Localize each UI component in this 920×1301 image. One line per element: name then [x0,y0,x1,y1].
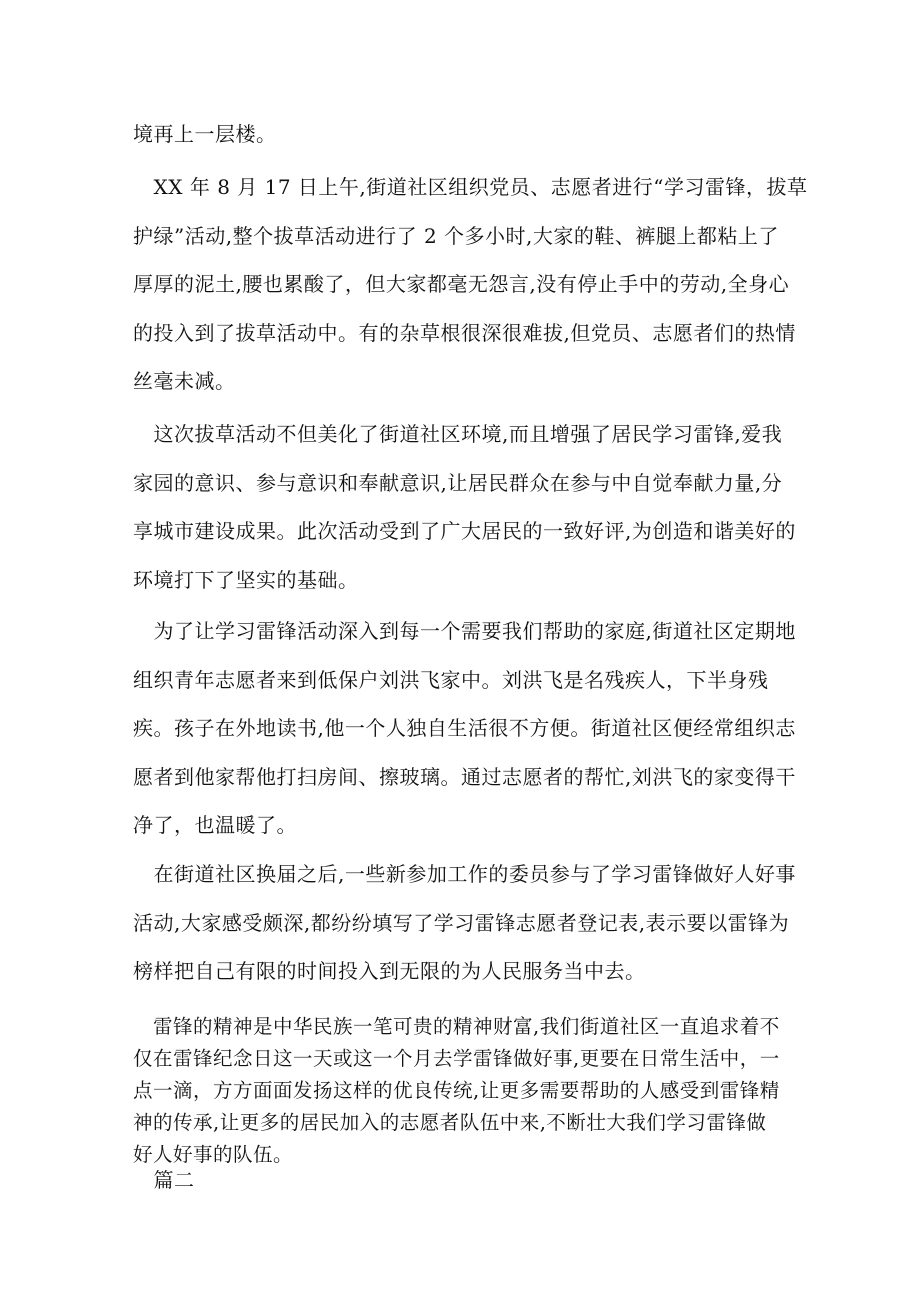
text-line: 护绿”活动,整个拔草活动进行了 2 个多小时,大家的鞋、裤腿上都粘上了 [133,223,779,248]
text-line: 这次拔草活动不但美化了街道社区环境,而且增强了居民学习雷锋,爱我 [133,422,783,446]
text-line: 雷锋的精神是中华民族一笔可贵的精神财富,我们街道社区一直追求着不 [133,1015,780,1038]
text-line: 家园的意识、参与意识和奉献意识,让居民群众在参与中自觉奉献力量,分 [133,470,783,495]
paragraph-helping-families [133,607,796,850]
text-line: 组织青年志愿者来到低保户刘洪飞家中。刘洪飞是名残疾人，下半身残 [133,667,769,692]
paragraph-activity-effect [133,410,796,604]
paragraph-lei-feng-spirit [133,1011,793,1171]
text-line: 净了，也温暖了。 [133,813,297,837]
section-heading [133,1156,793,1205]
text-line: 在街道社区换届之后,一些新参加工作的委员参与了学习雷锋做好人好事 [133,862,796,886]
text-line: 厚厚的泥土,腰也累酸了，但大家都毫无怨言,没有停止手中的劳动,全身心 [133,272,790,296]
section-heading-text: 篇二 [133,1168,195,1192]
paragraph-weeding-activity [133,163,808,406]
text-line: 境再上一层楼。 [133,122,277,146]
text-line: 神的传承,让更多的居民加入的志愿者队伍中来,不断壮大我们学习雷锋做 [133,1111,767,1134]
text-line: 为了让学习雷锋活动深入到每一个需要我们帮助的家庭,街道社区定期地 [133,619,796,643]
text-line: 的投入到了拔草活动中。有的杂草根很深很难拔,但党员、志愿者们的热情 [133,320,796,345]
text-line: 疾。孩子在外地读书,他一个人独自生活很不方便。街道社区便经常组织志 [133,716,796,740]
text-line: 好人好事的队伍。 [133,1143,294,1166]
text-line: XX 年 8 月 17 日上午,街道社区组织党员、志愿者进行“学习雷锋，拔草 [133,175,808,199]
paragraph-continuation [133,110,793,159]
text-line: 丝毫未减。 [133,369,236,393]
text-line: 仅在雷锋纪念日这一天或这一个月去学雷锋做好事,更要在日常生活中，一 [133,1047,780,1070]
text-line: 点一滴，方方面面发扬这样的优良传统,让更多需要帮助的人感受到雷锋精 [133,1079,780,1102]
text-line: 活动,大家感受颇深,都纷纷填写了学习雷锋志愿者登记表,表示要以雷锋为 [133,910,790,935]
paragraph-new-committee [133,850,796,996]
text-line: 榜样把自己有限的时间投入到无限的为人民服务当中去。 [133,959,646,983]
text-line: 环境打下了坚实的基础。 [133,567,359,592]
text-line: 享城市建设成果。此次活动受到了广大居民的一致好评,为创造和谐美好的 [133,519,796,543]
text-line: 愿者到他家帮他打扫房间、擦玻璃。通过志愿者的帮忙,刘洪飞的家变得干 [133,764,796,789]
